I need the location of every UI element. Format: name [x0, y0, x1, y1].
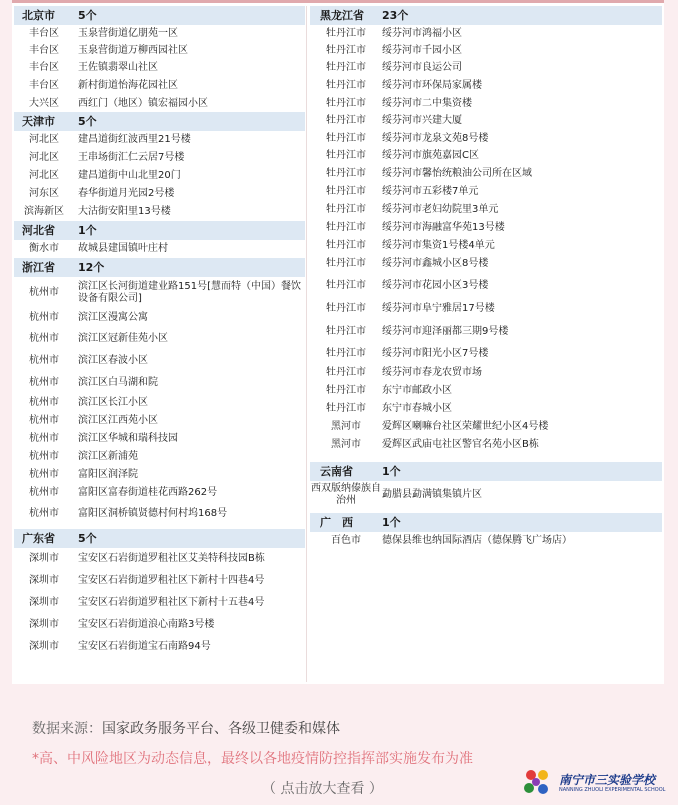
address-cell: 绥芬河市旗苑嘉园C区: [382, 150, 479, 161]
city-cell: 杭州市: [29, 433, 59, 444]
table-row: [310, 95, 662, 112]
address-cell: 绥芬河市鑫城小区8号楼: [382, 258, 489, 269]
address-cell: 绥芬河市春龙农贸市场: [382, 367, 482, 378]
table-row: [14, 95, 305, 112]
table-row: [14, 149, 305, 167]
table-row: [310, 165, 662, 183]
province-count: 23个: [382, 9, 409, 22]
city-cell: 牡丹江市: [326, 258, 366, 269]
address-cell: 春华街道月光园2号楼: [78, 188, 175, 199]
address-cell: 绥芬河市馨怡统粮油公司所在区域: [382, 168, 532, 179]
city-cell: 深圳市: [29, 641, 59, 652]
table-row: [14, 42, 305, 59]
city-cell: 丰台区: [29, 27, 59, 39]
table-row: [310, 299, 662, 319]
city-cell: 牡丹江市: [326, 325, 366, 337]
city-cell: 牡丹江市: [326, 303, 366, 314]
address-cell: 绥芬河市阜宁雅居17号楼: [382, 303, 495, 314]
city-cell: 杭州市: [29, 312, 59, 323]
table-row: [310, 400, 662, 418]
city-cell: 牡丹江市: [326, 27, 366, 39]
city-cell: 深圳市: [29, 619, 59, 630]
address-cell: 勐腊县勐满镇集镇片区: [382, 489, 482, 500]
province-count: 5个: [78, 532, 97, 545]
school-emblem-icon: [519, 765, 555, 801]
address-cell: 宝安区石岩街道宝石南路94号: [78, 641, 211, 652]
province-header: [14, 529, 305, 548]
city-cell: 河北区: [29, 134, 59, 145]
province-header: [310, 462, 662, 481]
table-row: [310, 42, 662, 59]
city-cell: 牡丹江市: [326, 367, 366, 378]
address-cell: 绥芬河市阳光小区7号楼: [382, 348, 489, 359]
address-cell: 绥芬河市二中集资楼: [382, 97, 472, 109]
table-row: [14, 350, 305, 372]
city-cell: 杭州市: [29, 332, 59, 344]
table-row: [14, 548, 305, 570]
table-row: [14, 77, 305, 95]
address-cell: 滨江区漫寓公寓: [78, 312, 148, 323]
province-name: 黑龙江省: [320, 9, 364, 22]
table-row: [14, 448, 305, 466]
province-name: 广 西: [320, 516, 353, 529]
address-cell: 王佐镇翡翠山社区: [78, 62, 158, 73]
city-cell: 杭州市: [29, 397, 59, 408]
right-column: [310, 6, 662, 550]
province-name: 天津市: [22, 115, 55, 128]
table-row: [310, 237, 662, 255]
address-cell: 玉泉营街道亿朋苑一区: [78, 27, 178, 39]
table-row: [310, 59, 662, 77]
province-count: 1个: [78, 224, 97, 237]
address-cell: 东宁市邮政小区: [382, 385, 452, 396]
address-cell: 绥芬河市集资1号楼4单元: [382, 240, 495, 251]
table-row: [310, 532, 662, 550]
city-cell: 深圳市: [29, 553, 59, 564]
table-row: [310, 418, 662, 436]
address-cell: 绥芬河市海融富华苑13号楼: [382, 222, 505, 233]
address-cell: 王串场街汇仁云居7号楼: [78, 152, 185, 163]
risk-area-table[interactable]: [12, 0, 664, 684]
city-cell: 深圳市: [29, 575, 59, 586]
city-cell: 杭州市: [29, 451, 59, 462]
city-cell: 黑河市: [331, 421, 361, 432]
address-cell: 宝安区石岩街道罗租社区下新村十四巷4号: [78, 575, 265, 586]
province-count: 1个: [382, 516, 401, 529]
city-cell: 河北区: [29, 152, 59, 163]
table-row: [310, 364, 662, 382]
address-cell: 德保县维也纳国际酒店（德保腾飞广场店）: [382, 535, 572, 546]
address-cell: 滨江区冠新佳苑小区: [78, 332, 168, 344]
table-row: [14, 614, 305, 636]
address-cell: 绥芬河市良运公司: [382, 62, 462, 73]
province-name: 北京市: [22, 9, 55, 22]
school-logo: 南宁市三实验学校 NANNING ZHUOLI EXPERIMENTAL SCHOOL: [519, 763, 669, 803]
table-row: [310, 436, 662, 454]
city-cell: 丰台区: [29, 44, 59, 56]
address-cell: 绥芬河市五彩楼7单元: [382, 186, 479, 197]
city-cell: 牡丹江市: [326, 204, 366, 215]
table-row: [310, 481, 662, 509]
address-cell: 绥芬河市鸿福小区: [382, 27, 462, 39]
table-row: [14, 412, 305, 430]
table-row: [14, 59, 305, 77]
address-cell: 东宁市春城小区: [382, 403, 452, 414]
address-cell: 滨江区白马湖和院: [78, 377, 158, 388]
city-cell: 牡丹江市: [326, 150, 366, 161]
city-cell: 牡丹江市: [326, 186, 366, 197]
left-column: [14, 6, 305, 658]
address-cell: 建昌道街红波西里21号楼: [78, 134, 191, 145]
city-cell: 牡丹江市: [326, 403, 366, 414]
table-row: [14, 372, 305, 394]
city-cell: 河北区: [29, 170, 59, 181]
province-header: [310, 6, 662, 25]
table-row: [310, 25, 662, 42]
table-row: [14, 484, 305, 502]
table-row: [310, 201, 662, 219]
table-row: [310, 183, 662, 201]
city-cell: 牡丹江市: [326, 62, 366, 73]
table-row: [14, 240, 305, 258]
province-header: [14, 221, 305, 240]
city-cell: 杭州市: [29, 507, 59, 519]
table-row: [14, 309, 305, 327]
address-cell: 西红门（地区）镇宏福园小区: [78, 97, 208, 109]
address-cell: 绥芬河市花园小区3号楼: [382, 280, 489, 291]
table-row: [310, 382, 662, 400]
city-cell: 大兴区: [29, 97, 59, 109]
address-cell: 绥芬河市龙泉文苑8号楼: [382, 132, 489, 144]
address-cell: 绥芬河市迎泽丽都三期9号楼: [382, 325, 509, 337]
city-cell: 滨海新区: [24, 206, 64, 217]
city-cell: 杭州市: [29, 487, 59, 498]
city-cell: 丰台区: [29, 80, 59, 91]
table-row: [310, 77, 662, 95]
address-cell: 滨江区长河街道建业路151号[慧而特（中国）餐饮设备有限公司]: [78, 281, 301, 304]
table-row: [310, 130, 662, 147]
province-header: [14, 6, 305, 25]
table-row: [310, 112, 662, 130]
table-row: [310, 319, 662, 344]
address-cell: 绥芬河市老妇幼院里3单元: [382, 204, 499, 215]
table-row: [14, 327, 305, 350]
table-row: [14, 277, 305, 309]
table-row: [14, 592, 305, 614]
table-row: [14, 466, 305, 484]
city-cell: 河东区: [29, 188, 59, 199]
city-cell: 牡丹江市: [326, 280, 366, 291]
address-cell: 爱辉区喇嘛台社区荣耀世纪小区4号楼: [382, 421, 549, 432]
zoom-hint[interactable]: （ 点击放大查看 ）: [262, 781, 383, 797]
city-cell: 牡丹江市: [326, 44, 366, 56]
city-cell: 杭州市: [29, 355, 59, 366]
address-cell: 故城县建国镇叶庄村: [78, 243, 168, 254]
table-row: [310, 147, 662, 165]
city-cell: 牡丹江市: [326, 97, 366, 109]
risk-note: *高、中风险地区为动态信息，最终以各地疫情防控指挥部实施发布为准: [32, 751, 473, 767]
table-row: [14, 636, 305, 658]
city-cell: 西双版纳傣族自治州: [311, 483, 381, 506]
table-row: [14, 570, 305, 592]
address-cell: 建昌道街中山北里20门: [78, 170, 181, 181]
city-cell: 牡丹江市: [326, 240, 366, 251]
province-header: [310, 513, 662, 532]
address-cell: 滨江区长江小区: [78, 397, 148, 408]
city-cell: 丰台区: [29, 62, 59, 73]
province-count: 5个: [78, 9, 97, 22]
address-cell: 滨江区江西苑小区: [78, 415, 158, 426]
province-name: 浙江省: [22, 261, 55, 274]
city-cell: 杭州市: [29, 469, 59, 480]
city-cell: 百色市: [331, 535, 361, 546]
city-cell: 黑河市: [331, 439, 361, 450]
address-cell: 宝安区石岩街道罗租社区下新村十五巷4号: [78, 597, 265, 608]
table-row: [14, 502, 305, 525]
city-cell: 杭州市: [29, 287, 59, 298]
address-cell: 新村街道怡海花园社区: [78, 80, 178, 91]
table-row: [14, 394, 305, 412]
city-cell: 牡丹江市: [326, 168, 366, 179]
address-cell: 富阳区富春街道桂花西路262号: [78, 487, 218, 498]
table-row: [14, 185, 305, 203]
province-name: 广东省: [22, 532, 55, 545]
table-row: [14, 167, 305, 185]
address-cell: 玉泉营街道万柳西园社区: [78, 44, 188, 56]
table-row: [310, 255, 662, 273]
address-cell: 绥芬河市兴建大厦: [382, 115, 462, 126]
city-cell: 牡丹江市: [326, 222, 366, 233]
address-cell: 绥芬河市环保局家属楼: [382, 80, 482, 91]
province-header: [14, 258, 305, 277]
table-row: [14, 203, 305, 221]
province-count: 1个: [382, 465, 401, 478]
province-name: 云南省: [320, 465, 353, 478]
province-count: 5个: [78, 115, 97, 128]
city-cell: 杭州市: [29, 415, 59, 426]
city-cell: 杭州市: [29, 377, 59, 388]
city-cell: 深圳市: [29, 597, 59, 608]
address-cell: 宝安区石岩街道罗租社区艾美特科技园B栋: [78, 553, 265, 564]
city-cell: 牡丹江市: [326, 115, 366, 126]
table-row: [14, 430, 305, 448]
city-cell: 牡丹江市: [326, 348, 366, 359]
address-cell: 滨江区华城和瑞科技园: [78, 433, 178, 444]
city-cell: 牡丹江市: [326, 132, 366, 144]
address-cell: 富阳区润泽院: [78, 469, 138, 480]
address-cell: 滨江区春波小区: [78, 355, 148, 366]
table-row: [310, 273, 662, 299]
data-source: 数据来源：国家政务服务平台、各级卫健委和媒体: [32, 721, 340, 737]
province-name: 河北省: [22, 224, 55, 237]
table-row: [14, 25, 305, 42]
address-cell: 滨江区新浦苑: [78, 451, 138, 462]
province-header: [14, 112, 305, 131]
address-cell: 大沽街安阳里13号楼: [78, 206, 171, 217]
column-divider: [306, 6, 307, 682]
table-row: [310, 219, 662, 237]
table-row: [310, 344, 662, 364]
address-cell: 宝安区石岩街道浪心南路3号楼: [78, 619, 215, 630]
city-cell: 牡丹江市: [326, 385, 366, 396]
address-cell: 绥芬河市千园小区: [382, 44, 462, 56]
table-row: [14, 131, 305, 149]
city-cell: 衡水市: [29, 243, 59, 254]
address-cell: 爱辉区武庙屯社区警官名苑小区B栋: [382, 439, 539, 450]
address-cell: 富阳区洞桥镇贤德村何村坞168号: [78, 507, 228, 519]
province-count: 12个: [78, 261, 105, 274]
city-cell: 牡丹江市: [326, 80, 366, 91]
